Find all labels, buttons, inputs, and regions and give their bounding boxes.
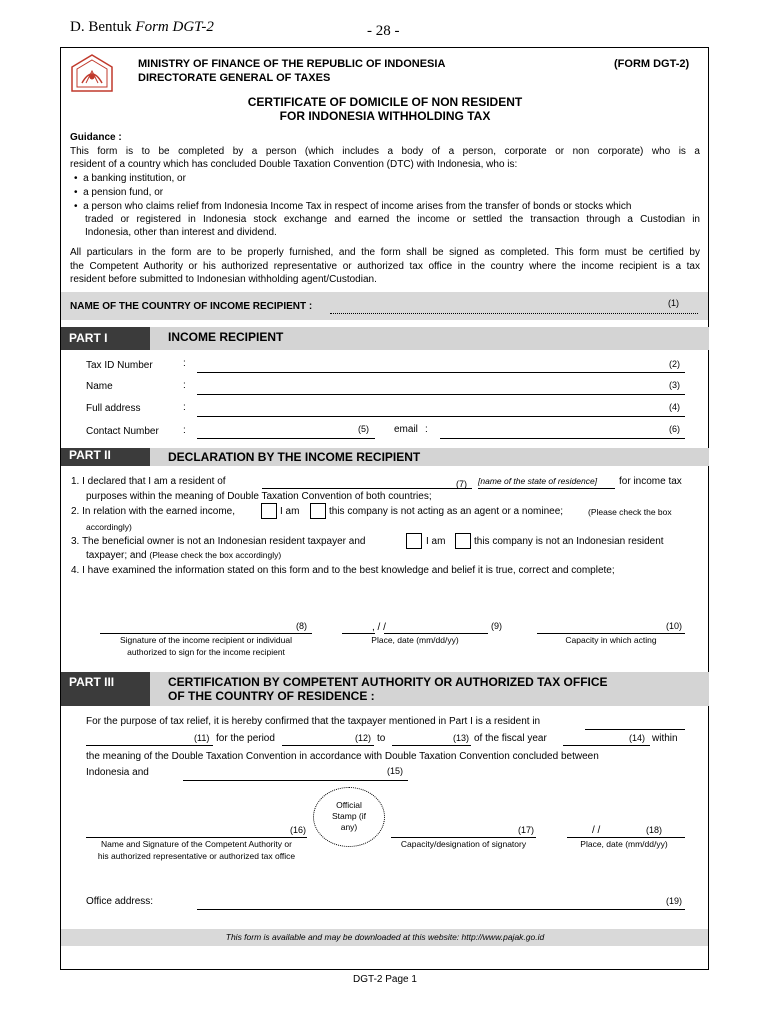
to-label: to (377, 733, 386, 744)
sig18-label: Place, date (mm/dd/yy) (580, 839, 668, 849)
date-separators: , / / (372, 622, 386, 633)
decl3-checkbox-company[interactable] (455, 533, 471, 549)
sig8-label-l2: authorized to sign for the income recipient (127, 647, 285, 657)
ref17: (17) (518, 825, 535, 835)
place-input[interactable] (342, 633, 375, 634)
stamp-line1: Official (336, 800, 362, 810)
guidance-para2-line2: the Competent Authority or his authorized representative or authorized tax office in the country where the income recipient is a tax (70, 261, 700, 272)
email-colon: : (425, 424, 428, 435)
address-colon: : (183, 402, 186, 413)
fiscal-year-input[interactable] (563, 745, 650, 746)
form-title-line2: FOR INDONESIA WITHHOLDING TAX (279, 109, 491, 123)
treaty-country-input[interactable] (183, 780, 408, 781)
ministry-name: MINISTRY OF FINANCE OF THE REPUBLIC OF INDONESIA (138, 58, 446, 70)
office-address-input[interactable] (197, 909, 685, 910)
part3-label: PART III (61, 672, 150, 706)
form-code: (FORM DGT-2) (614, 58, 690, 70)
ref18: (18) (646, 825, 663, 835)
guidance-para2-line3: resident before submitted to Indonesian withholding agent/Custodian. (70, 274, 377, 285)
decl1-note: [name of the state of residence] (478, 476, 598, 486)
guidance-bullet2: • a pension fund, or (74, 187, 164, 198)
cap10-ref: (10) (666, 621, 683, 631)
decl1-text-a: 1. I declared that I am a resident of (71, 476, 226, 487)
guidance-para1-line2: resident of a country which has concluded Double Taxation Convention (DTC) with Indonesia, who is: (70, 159, 518, 170)
part1-title: INCOME RECIPIENT (150, 327, 709, 350)
signatory-designation-input[interactable] (391, 837, 536, 838)
decl1-text-c: purposes within the meaning of Double Taxation Convention of both countries; (86, 491, 432, 502)
sig8-ref: (8) (296, 621, 307, 631)
ref14: (14) (629, 733, 646, 743)
stamp-text (313, 800, 385, 833)
part2-label: PART II (61, 448, 150, 466)
country-label: NAME OF THE COUNTRY OF INCOME RECIPIENT : (70, 301, 313, 312)
office-address-label: Office address: (86, 896, 154, 907)
ref19: (19) (666, 896, 683, 906)
name-ref: (3) (669, 380, 680, 390)
decl3-text-b: this company is not an Indonesian resident (474, 536, 664, 547)
stamp-line2: Stamp (if (331, 811, 366, 821)
cap10-label: Capacity in which acting (565, 635, 657, 645)
sig17-label: Capacity/designation of signatory (400, 839, 527, 849)
period-label: for the period (216, 733, 275, 744)
email-label: email (394, 424, 418, 435)
decl3-text-c: taxpayer; and (Please check the box accordingly) (86, 550, 282, 561)
decl2-note: (Please check the box (588, 507, 672, 517)
decl3-checkbox-iam[interactable] (406, 533, 422, 549)
email-input[interactable] (440, 438, 685, 439)
decl1-note-underline (478, 488, 615, 489)
decl2-checkbox-company[interactable] (310, 503, 326, 519)
part2-title: DECLARATION BY THE INCOME RECIPIENT (150, 448, 709, 466)
email-ref: (6) (669, 424, 680, 434)
country-input[interactable] (330, 313, 698, 314)
address-label: Full address (86, 403, 141, 414)
period-input-11[interactable] (86, 745, 213, 746)
guidance-bullet1: • a banking institution, or (74, 173, 186, 184)
period-from-input[interactable] (282, 745, 374, 746)
ref16: (16) (290, 825, 307, 835)
guidance-para1-line1: This form is to be completed by a person (which includes a body of a person, corporate or non corporate) who is a (70, 146, 700, 157)
page-header-form: Form DGT-2 (135, 19, 214, 35)
name-colon: : (183, 380, 186, 391)
fiscal-label: of the fiscal year (474, 733, 547, 744)
resident-country-input[interactable] (585, 729, 685, 730)
decl2-note2: accordingly) (86, 522, 132, 532)
ref11: (11) (194, 733, 210, 743)
part3-title-l2: OF THE COUNTRY OF RESIDENCE : (168, 689, 375, 703)
decl1-text-b: for income tax (619, 476, 682, 487)
guidance-heading: Guidance : (70, 132, 122, 143)
page-header-prefix: D. Bentuk (70, 19, 132, 35)
signature-recipient-input[interactable] (100, 633, 312, 634)
tax-id-label: Tax ID Number (86, 360, 153, 371)
date-input[interactable] (384, 633, 488, 634)
within-label: within (652, 733, 678, 744)
directorate-name: DIRECTORATE GENERAL OF TAXES (138, 72, 331, 84)
decl1-ref: (7) (456, 479, 467, 489)
tax-id-colon: : (183, 358, 186, 369)
cert-line3: the meaning of the Double Taxation Convention in accordance with Double Taxation Convention concluded between (86, 751, 599, 762)
page-number: - 28 - (367, 23, 400, 39)
footer-note: This form is available and may be downloaded at this website: http://www.pajak.go.id (225, 932, 545, 942)
date9-ref: (9) (491, 621, 502, 631)
page-footer: DGT-2 Page 1 (353, 974, 417, 985)
name-input[interactable] (197, 394, 685, 395)
tax-id-ref: (2) (669, 359, 680, 369)
decl2-checkbox-iam[interactable] (261, 503, 277, 519)
guidance-para2-line1: All particulars in the form are to be properly furnished, and the form shall be signed as completed. This form must be certified by (70, 247, 700, 258)
cert-line1: For the purpose of tax relief, it is hereby confirmed that the taxpayer mentioned in Part I is a resident in (86, 716, 541, 727)
ref12: (12) (355, 733, 372, 743)
decl2-text-b: this company is not acting as an agent or a nominee; (329, 506, 564, 517)
sig16-label-l2: his authorized representative or authorized tax office (97, 851, 296, 861)
part1-label: PART I (61, 327, 150, 350)
signatory-date-input[interactable] (567, 837, 685, 838)
capacity-input[interactable] (537, 633, 685, 634)
contact-input[interactable] (197, 438, 375, 439)
date18-separators: / / (592, 825, 601, 836)
decl3-iam: I am (426, 536, 446, 547)
contact-ref: (5) (358, 424, 369, 434)
contact-colon: : (183, 425, 186, 436)
cert-line4: Indonesia and (86, 767, 149, 778)
decl2-iam: I am (280, 506, 300, 517)
form-title-line1: CERTIFICATE OF DOMICILE OF NON RESIDENT (247, 95, 523, 109)
address-input[interactable] (197, 416, 685, 417)
country-ref: (1) (668, 298, 679, 308)
decl3-text-a: 3. The beneficial owner is not an Indonesian resident taxpayer and (71, 536, 366, 547)
part3-title-l1: CERTIFICATION BY COMPETENT AUTHORITY OR AUTHORIZED TAX OFFICE (168, 675, 608, 689)
date9-label: Place, date (mm/dd/yy) (371, 635, 459, 645)
ref13: (13) (453, 733, 470, 743)
ref15: (15) (387, 766, 404, 776)
guidance-bullet3-line2: traded or registered in Indonesia stock exchange and earned the income or settled the transaction through a Custodian in (85, 214, 700, 225)
name-label: Name (86, 381, 113, 392)
guidance-bullet3-line3: Indonesia, other than interest and dividend. (85, 227, 277, 238)
guidance-bullet3-line1: • a person who claims relief from Indonesia Income Tax in respect of income arises from the transfer of bonds or stocks which (74, 201, 632, 212)
period-to-input[interactable] (392, 745, 471, 746)
part3-title (150, 672, 709, 706)
ministry-logo (68, 53, 116, 96)
contact-label: Contact Number (86, 426, 159, 437)
decl3-note: (Please check the box accordingly) (149, 550, 282, 560)
residence-state-input[interactable] (262, 488, 472, 489)
stamp-line3: any) (340, 822, 358, 832)
tax-id-input[interactable] (197, 372, 685, 373)
sig8-label-l1: Signature of the income recipient or individual (120, 635, 292, 645)
competent-signature-input[interactable] (86, 837, 307, 838)
decl4-text: 4. I have examined the information stated on this form and to the best knowledge and belief it is true, correct and complete; (71, 565, 615, 576)
page-header-left (70, 19, 214, 36)
address-ref: (4) (669, 402, 680, 412)
sig16-label-l1: Name and Signature of the Competent Authority or (101, 839, 292, 849)
decl2-text-a: 2. In relation with the earned income, (71, 506, 235, 517)
